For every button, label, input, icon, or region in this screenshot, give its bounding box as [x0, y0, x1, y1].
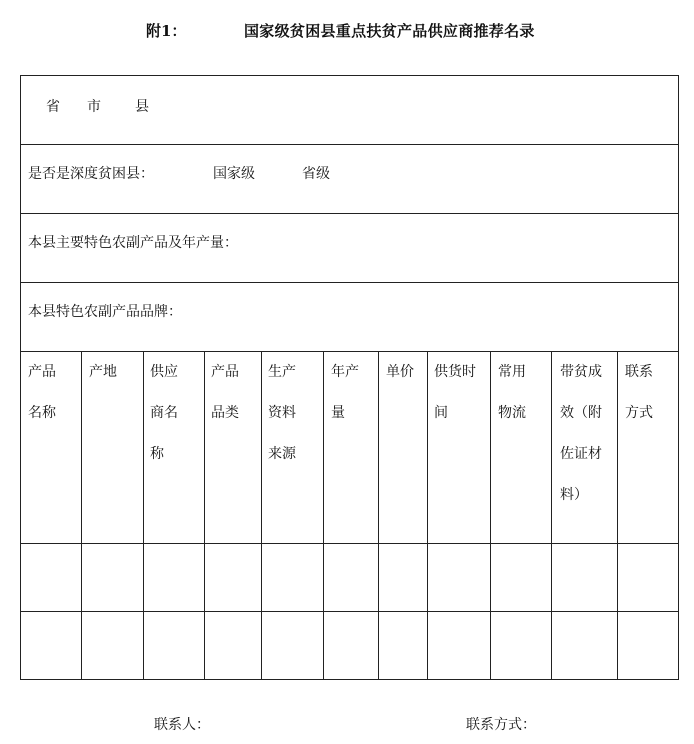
product-table: [21, 352, 678, 679]
brands-row: [21, 283, 678, 352]
province-label: 省: [46, 99, 60, 115]
col-annual-output: 年产 量: [331, 364, 359, 421]
provincial-level-label: 省级: [302, 166, 330, 182]
contact-person-label: 联系人：: [154, 717, 210, 733]
contact-method-label: 联系方式：: [466, 717, 536, 733]
col-supply-time: 供货时 间: [434, 364, 476, 421]
poverty-label: 是否是深度贫困县：: [28, 166, 154, 182]
col-origin: 产地: [89, 364, 117, 380]
col-product-category: 产品 品类: [211, 364, 239, 421]
products-row: [21, 214, 678, 283]
attachment-label: 附1：: [146, 22, 187, 40]
col-logistics: 常用 物流: [498, 364, 526, 421]
city-label: 市: [87, 99, 101, 115]
col-material-source: 生产 资料 来源: [268, 364, 296, 462]
products-label: 本县主要特色农副产品及年产量：: [28, 235, 238, 251]
location-row: [21, 76, 678, 145]
table-row: [21, 611, 678, 679]
brands-label: 本县特色农副产品品牌：: [28, 304, 182, 320]
county-label: 县: [135, 99, 149, 115]
col-poverty-effect: 带贫成 效（附 佐证材 料）: [560, 364, 602, 503]
page-title: 国家级贫困县重点扶贫产品供应商推荐名录: [244, 22, 535, 40]
supplier-form: [20, 75, 679, 680]
document-heading: [0, 20, 694, 44]
poverty-row: [21, 145, 678, 214]
col-unit-price: 单价: [386, 364, 414, 380]
table-row: [21, 543, 678, 611]
national-level-label: 国家级: [213, 166, 255, 182]
col-contact: 联系 方式: [625, 364, 653, 421]
col-product-name: 产品 名称: [28, 364, 56, 421]
col-supplier-name: 供应 商名 称: [150, 364, 178, 462]
